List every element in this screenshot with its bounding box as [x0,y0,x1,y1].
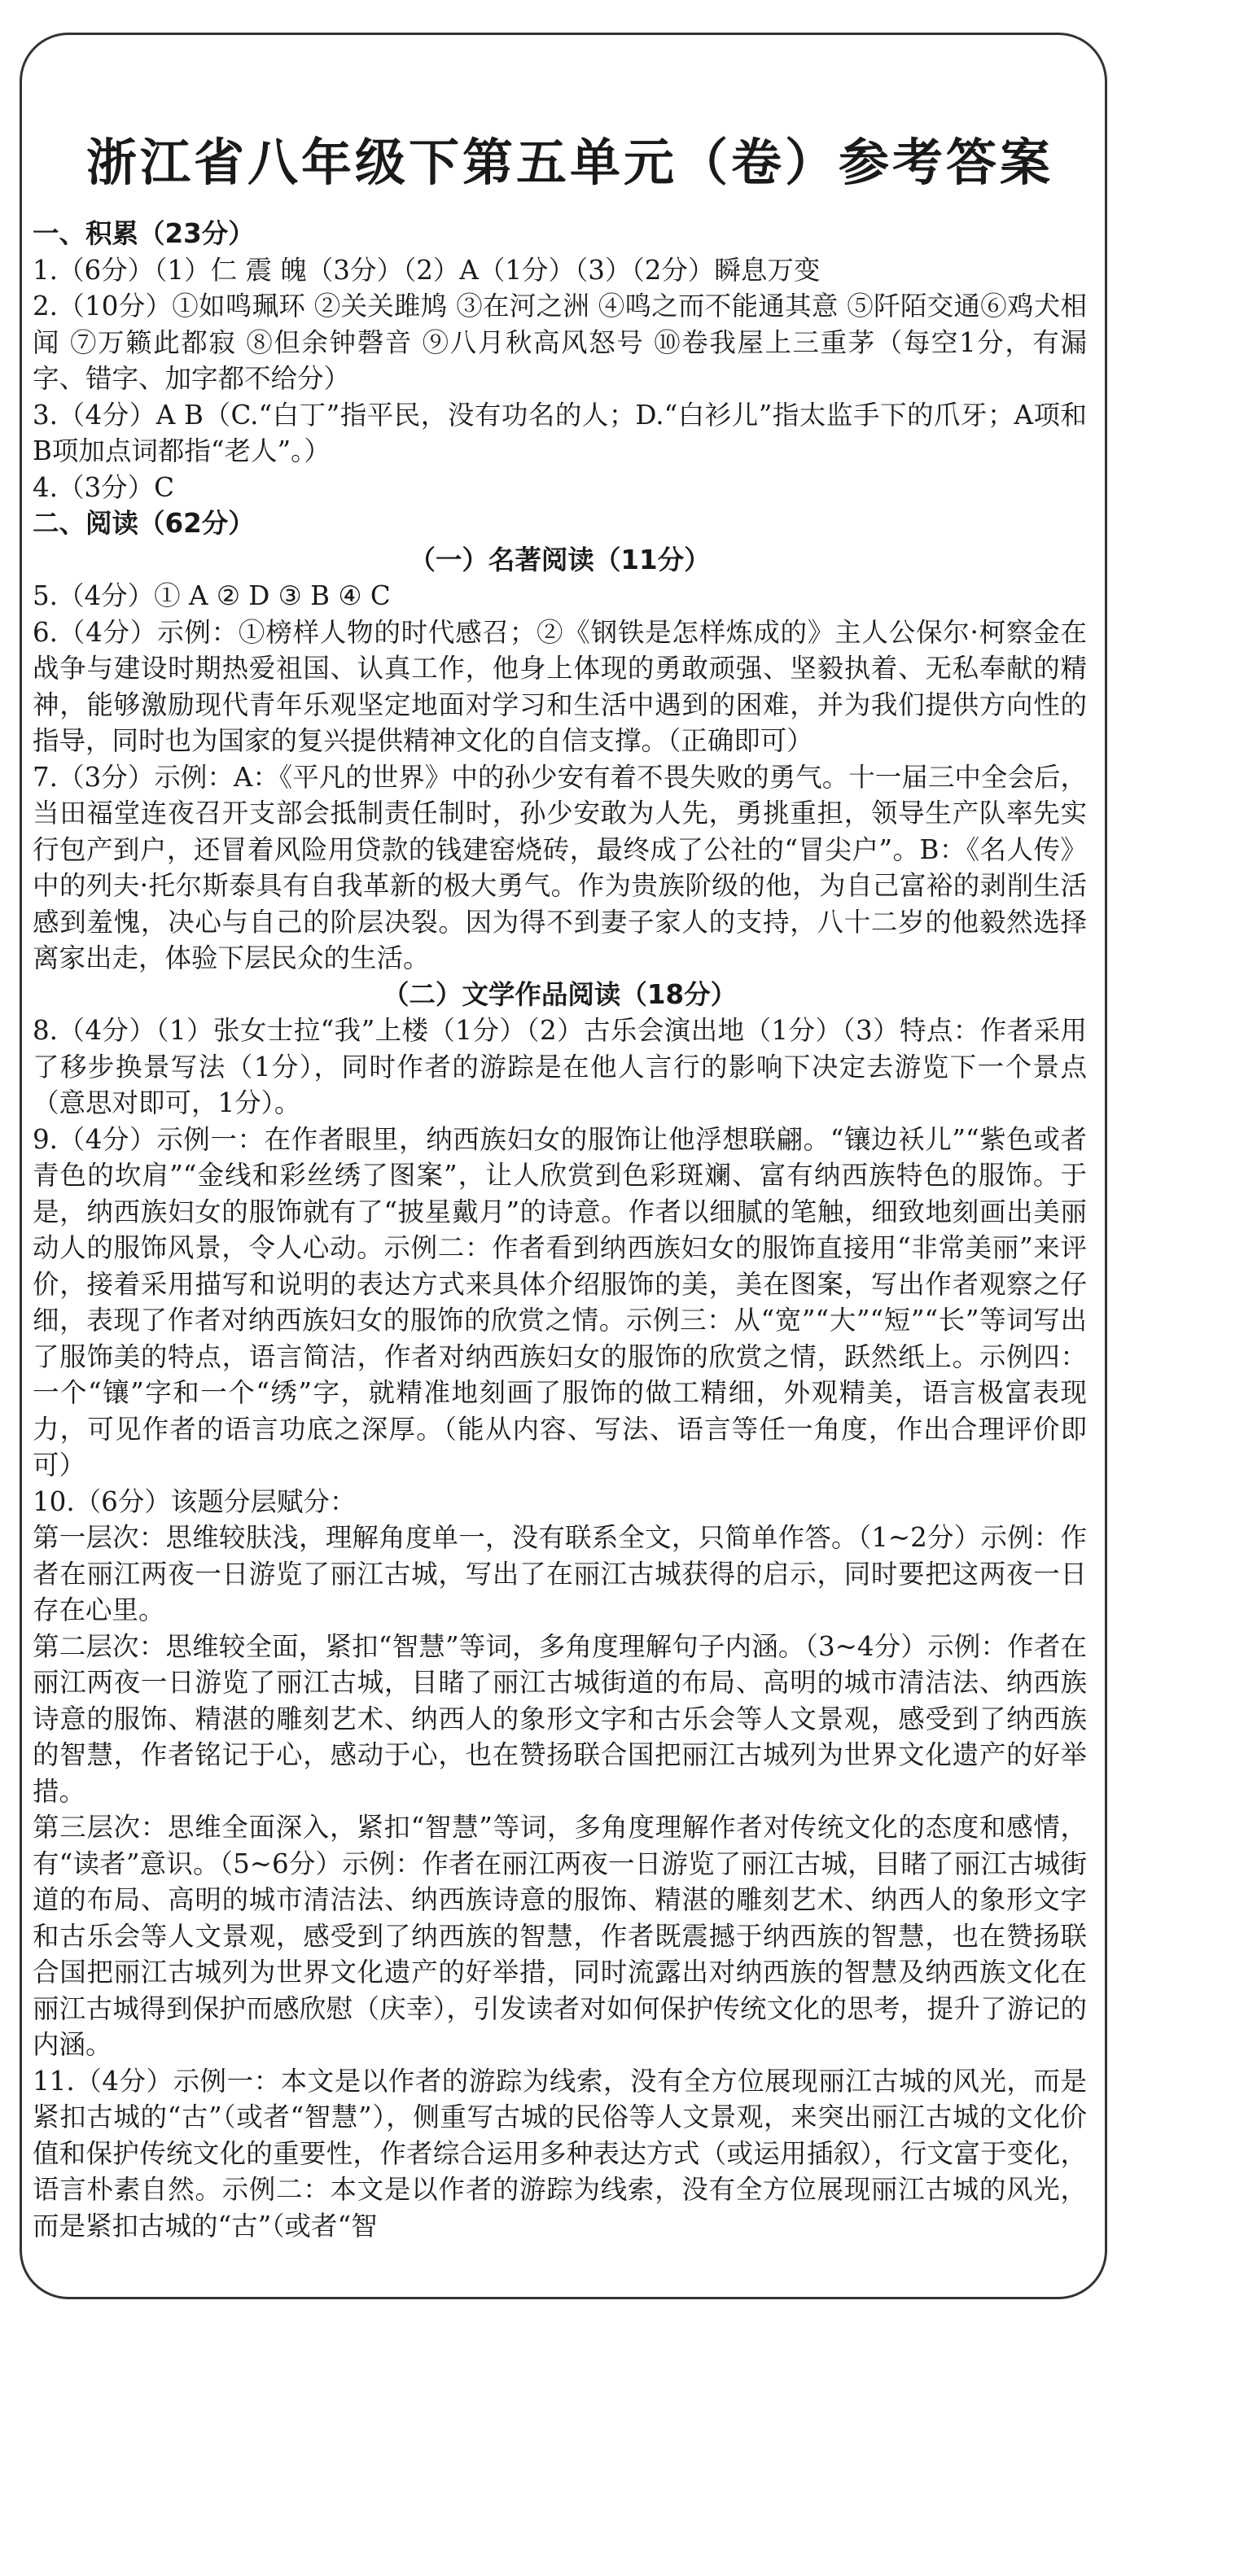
answer-q5: 5.（4分）① A ② D ③ B ④ C [33,580,391,611]
subsection-heading: （一）名著阅读（11分） [409,544,711,575]
section-heading: 二、阅读（62分） [33,508,255,539]
answer-q2: 2.（10分）①如鸣珮环 ②关关雎鸠 ③在河之洲 ④鸣之而不能通其意 ⑤阡陌交通⑥鸡犬相闻 ⑦万籁此都寂 ⑧但余钟磬音 ⑨八月秋高风怒号 ⑩卷我屋上三重茅（每空1分，有漏字、错字、加字都不给分） [33,291,1088,394]
answer-q4: 4.（3分）C [33,471,175,503]
answer-q1: 1.（6分）（1）仁 震 魄（3分）（2）A（1分）（3）（2分）瞬息万变 [33,254,821,286]
answer-q10-level3: 第三层次：思维全面深入，紧扣“智慧”等词，多角度理解作者对传统文化的态度和感情，有“读者”意识。（5~6分）示例：作者在丽江两夜一日游览了丽江古城，目睹了丽江古城街道的布局、高明的城市清洁法、纳西族诗意的服饰、精湛的雕刻艺术、纳西人的象形文字和古乐会等人文景观，感受到了纳西族的智慧，作者既震撼于纳西族的智慧，也在赞扬联合国把丽江古城列为世界文化遗产的好举措，同时流露出对纳西族的智慧及纳西族文化在丽江古城得到保护而感欣慰（庆幸），引发读者对如何保护传统文化的思考，提升了游记的内涵。 [33,1812,1087,2060]
answer-q10-level2: 第二层次：思维较全面，紧扣“智慧”等词，多角度理解句子内涵。（3~4分）示例：作者在丽江两夜一日游览了丽江古城，目睹了丽江古城街道的布局、高明的城市清洁法、纳西族诗意的服饰、精湛的雕刻艺术、纳西人的象形文字和古乐会等人文景观，感受到了纳西族的智慧，作者铭记于心，感动于心，也在赞扬联合国把丽江古城列为世界文化遗产的好举措。 [33,1630,1087,1807]
answer-content [33,216,1087,2244]
page-title: 浙江省八年级下第五单元（卷）参考答案 [85,133,1053,192]
answer-q10-intro: 10.（6分）该题分层赋分： [33,1485,357,1517]
answer-q9: 9.（4分）示例一：在作者眼里，纳西族妇女的服饰让他浮想联翩。“镶边袄儿”“紫色或者青色的坎肩”“金线和彩丝绣了图案”，让人欣赏到色彩斑斓、富有纳西族特色的服饰。于是，纳西族妇女的服饰就有了“披星戴月”的诗意。作者以细腻的笔触，细致地刻画出美丽动人的服饰风景，令人心动。示例二：作者看到纳西族妇女的服饰直接用“非常美丽”来评价，接着采用描写和说明的表达方式来具体介绍服饰的美，美在图案，写出作者观察之仔细，表现了作者对纳西族妇女的服饰的欣赏之情。示例三：从“宽”“大”“短”“长”等词写出了服饰美的特点，语言简洁，作者对纳西族妇女的服饰的欣赏之情，跃然纸上。示例四：一个“镶”字和一个“绣”字，就精准地刻画了服饰的做工精细，外观精美，语言极富表现力，可见作者的语言功底之深厚。（能从内容、写法、语言等任一角度，作出合理评价即可） [33,1123,1087,1480]
answer-q6: 6.（4分）示例：①榜样人物的时代感召；②《钢铁是怎样炼成的》主人公保尔·柯察金在战争与建设时期热爱祖国、认真工作，他身上体现的勇敢顽强、坚毅执着、无私奉献的精神，能够激励现代青年乐观坚定地面对学习和生活中遇到的困难，并为我们提供方向性的指导，同时也为国家的复兴提供精神文化的自信支撑。（正确即可） [33,616,1087,756]
answer-q11: 11.（4分）示例一：本文是以作者的游踪为线索，没有全方位展现丽江古城的风光，而是紧扣古城的“古”（或者“智慧”），侧重写古城的民俗等人文景观，来突出丽江古城的文化价值和保护传统文化的重要性，作者综合运用多种表达方式（或运用插叙），行文富于变化，语言朴素自然。示例二：本文是以作者的游踪为线索，没有全方位展现丽江古城的风光，而是紧扣古城的“古”（或者“智 [33,2065,1087,2241]
answer-q7: 7.（3分）示例：A：《平凡的世界》中的孙少安有着不畏失败的勇气。十一届三中全会后，当田福堂连夜召开支部会抵制责任制时，孙少安敢为人先，勇挑重担，领导生产队率先实行包产到户，还冒着风险用贷款的钱建窑烧砖，最终成了公社的“冒尖户”。B：《名人传》中的列夫·托尔斯泰具有自我革新的极大勇气。作为贵族阶级的他，为自己富裕的剥削生活感到羞愧，决心与自己的阶层决裂。因为得不到妻子家人的支持，八十二岁的他毅然选择离家出走，体验下层民众的生活。 [33,761,1087,973]
answer-q10-level1: 第一层次：思维较肤浅，理解角度单一，没有联系全文，只简单作答。（1~2分）示例：作者在丽江两夜一日游览了丽江古城，写出了在丽江古城获得的启示，同时要把这两夜一日存在心里。 [33,1522,1087,1625]
answer-q3: 3.（4分）A B（C.“白丁”指平民，没有功名的人；D.“白衫儿”指太监手下的爪牙；A项和B项加点词都指“老人”。） [33,399,1087,466]
section-heading: 一、积累（23分） [33,218,255,249]
subsection-heading: （二）文学作品阅读（18分） [382,978,738,1010]
answer-q8: 8.（4分）（1）张女士拉“我”上楼（1分）（2）古乐会演出地（1分）（3）特点：作者采用了移步换景写法（1分），同时作者的游踪是在他人言行的影响下决定去游览下一个景点（意思对即可，1分）。 [33,1015,1087,1118]
